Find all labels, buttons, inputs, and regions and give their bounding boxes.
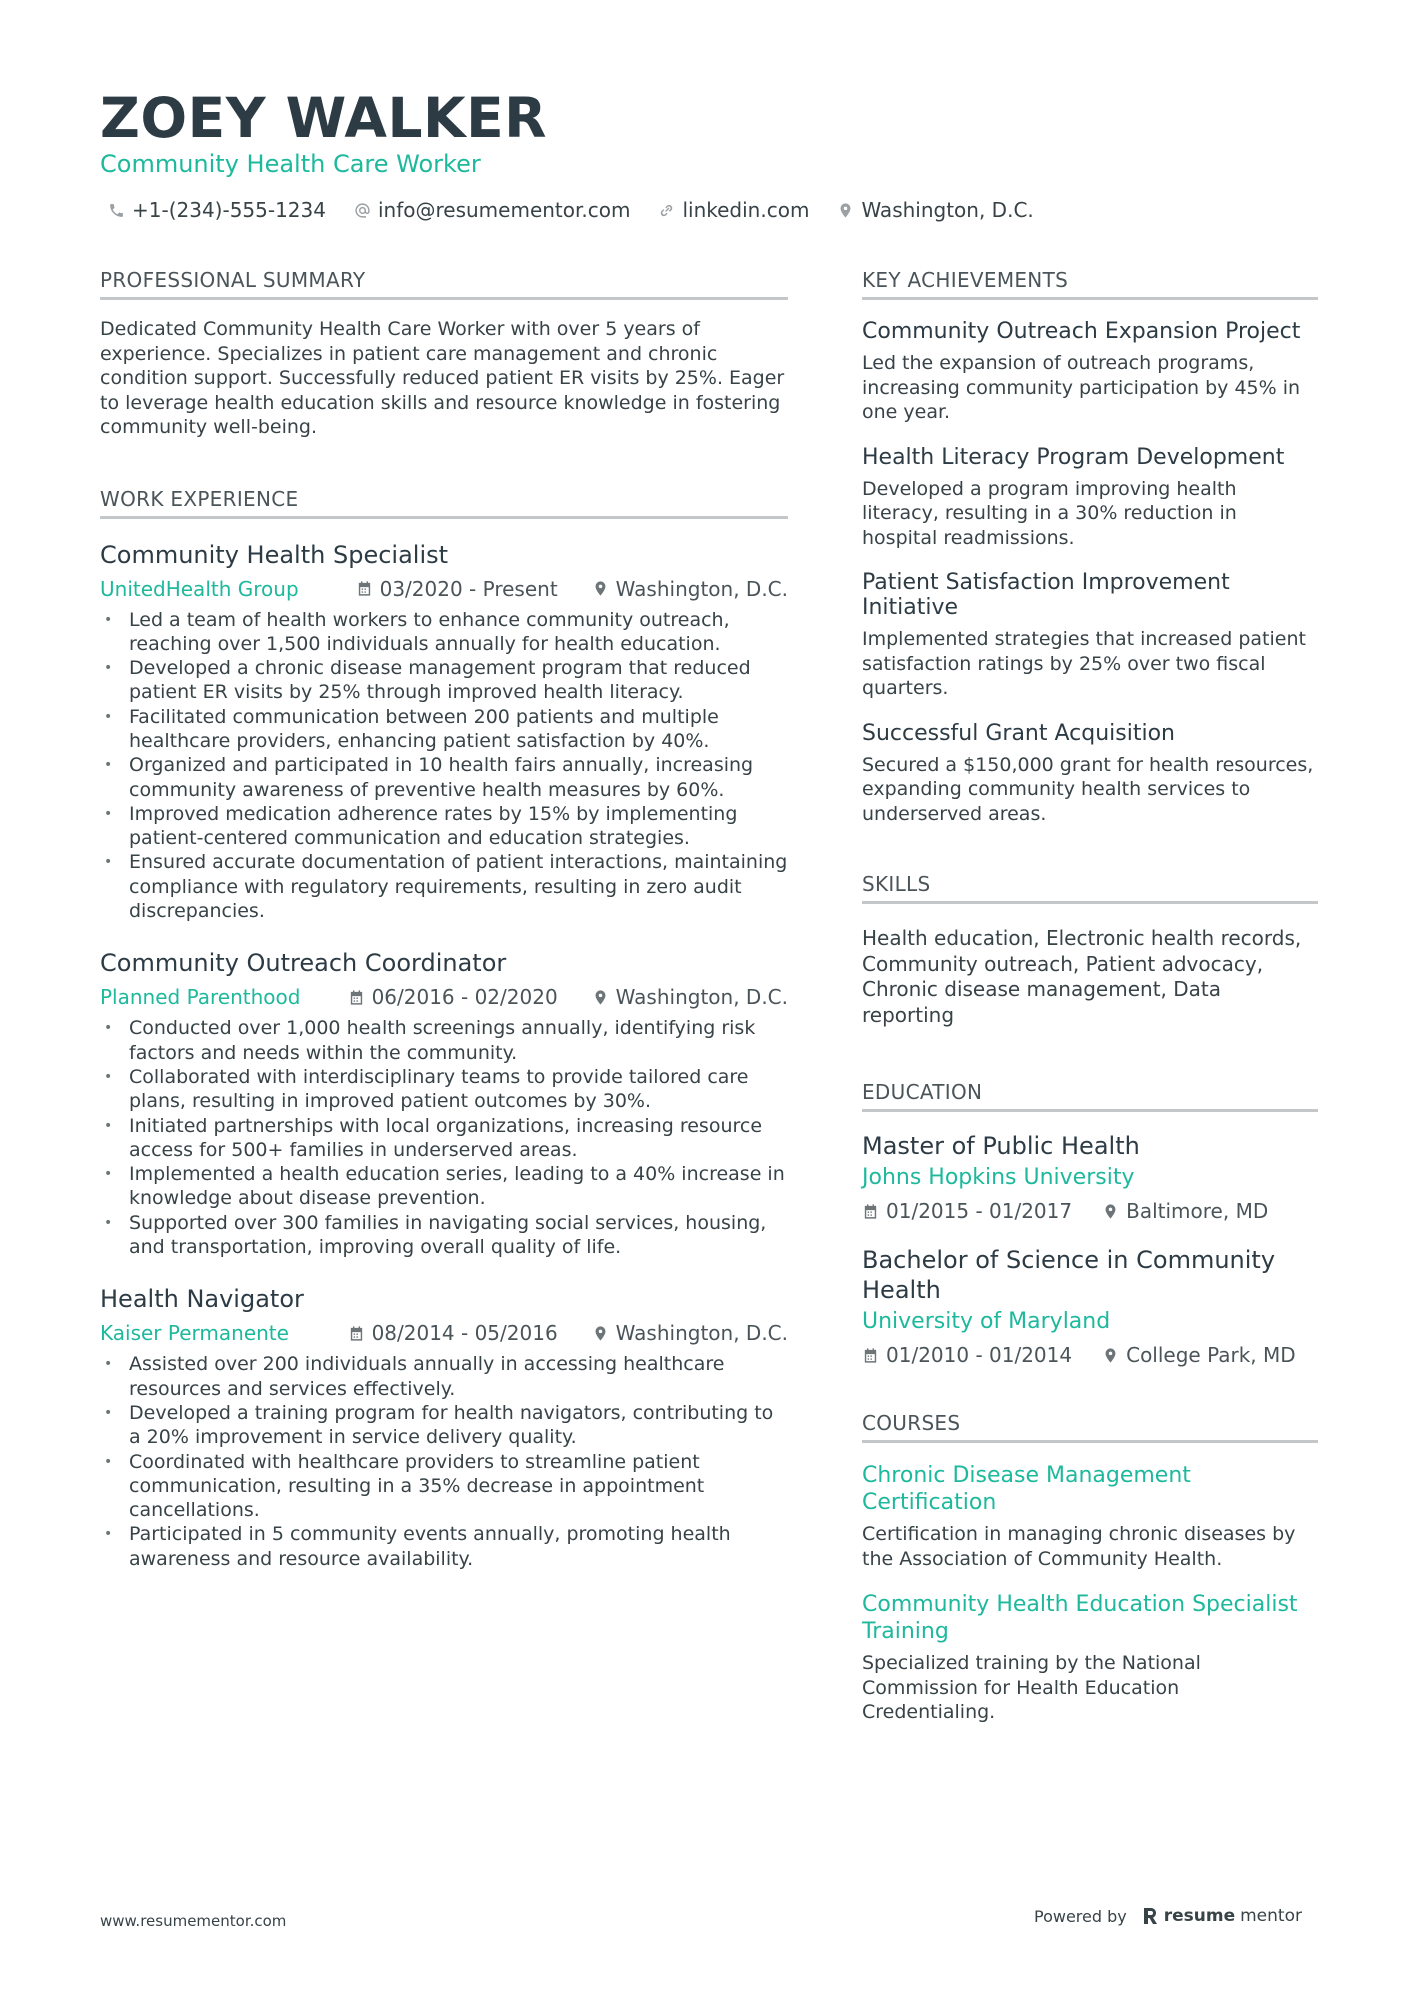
education-school: University of Maryland xyxy=(862,1309,1111,1334)
education-dates xyxy=(862,1199,1072,1223)
bullet-item: • Implemented a health education series, leading to a 40% increase in knowledge about disease prevention. xyxy=(100,1162,788,1211)
company-name: Kaiser Permanente xyxy=(100,1321,289,1346)
location-text: Washington, D.C. xyxy=(861,198,1034,222)
education-degree: Bachelor of Science in Community Health xyxy=(862,1246,1276,1304)
job-dates-text: 06/2016 - 02/2020 xyxy=(371,985,558,1010)
job-title: Health Navigator xyxy=(100,1285,304,1314)
bullet-item: • Participated in 5 community events annually, promoting health awareness and resource availability. xyxy=(100,1522,788,1571)
job-bullets xyxy=(100,608,788,924)
job-bullets xyxy=(100,1016,788,1259)
location-pin-icon xyxy=(592,989,609,1006)
bullet-item: • Assisted over 200 individuals annually in accessing healthcare resources and services effectively. xyxy=(100,1352,788,1401)
job-location-text: Washington, D.C. xyxy=(615,1321,788,1346)
job-bullets xyxy=(100,1352,788,1571)
course-desc: Specialized training by the National Commission for Health Education Credentialing. xyxy=(862,1652,1201,1723)
job-dates-text: 03/2020 - Present xyxy=(379,576,558,601)
bullet-item: • Coordinated with healthcare providers to streamline patient communication, resulting in a 35% decrease in appointment cancellations. xyxy=(100,1450,788,1523)
job-entry xyxy=(100,949,788,1259)
achievement-item xyxy=(862,721,1318,827)
job-entry xyxy=(100,541,788,924)
job-location xyxy=(592,985,788,1009)
contact-phone xyxy=(108,198,326,222)
courses-heading: COURSES xyxy=(862,1411,1318,1443)
summary-heading: PROFESSIONAL SUMMARY xyxy=(100,268,788,300)
location-pin-icon xyxy=(1102,1203,1119,1220)
contact-email[interactable] xyxy=(354,198,630,222)
education-location-text: College Park, MD xyxy=(1126,1343,1296,1367)
education-item xyxy=(862,1245,1318,1367)
achievements-heading: KEY ACHIEVEMENTS xyxy=(862,268,1318,300)
bullet-item: • Led a team of health workers to enhance community outreach, reaching over 1,500 individuals annually for health education. xyxy=(100,608,788,657)
contact-location xyxy=(837,198,1033,222)
calendar-icon xyxy=(348,1325,365,1342)
right-column xyxy=(862,268,1318,1725)
job-location-text: Washington, D.C. xyxy=(615,985,788,1010)
location-pin-icon xyxy=(837,202,854,219)
brand-name-bold: resume xyxy=(1163,1906,1236,1926)
calendar-icon xyxy=(348,989,365,1006)
achievement-desc: Developed a program improving health literacy, resulting in a 30% reduction in hospital readmissions. xyxy=(862,477,1237,549)
job-meta xyxy=(100,577,788,601)
summary-text: Dedicated Community Health Care Worker with over 5 years of experience. Specializes in patient care management and chronic condition support. Successfully reduced patient ER visits by 25%. Eager to leverage health education skills and resource knowledge in fostering community well-being. xyxy=(100,318,785,438)
course-item xyxy=(862,1462,1318,1571)
job-title: Community Outreach Coordinator xyxy=(100,949,507,978)
phone-icon xyxy=(108,202,125,219)
bullet-item: • Ensured accurate documentation of patient interactions, maintaining compliance with regulatory requirements, resulting in zero audit discrepancies. xyxy=(100,850,788,923)
achievement-desc: Secured a $150,000 grant for health resources, expanding community health services to underserved areas. xyxy=(862,753,1314,825)
achievement-item xyxy=(862,319,1318,425)
phone-text: +1-(234)-555-1234 xyxy=(132,198,326,222)
experience-heading: WORK EXPERIENCE xyxy=(100,487,788,519)
bullet-item: • Collaborated with interdisciplinary teams to provide tailored care plans, resulting in improved patient outcomes by 30%. xyxy=(100,1065,788,1114)
education-item xyxy=(862,1131,1318,1223)
education-location xyxy=(1102,1199,1268,1223)
job-location xyxy=(592,577,788,601)
powered-by-label: Powered by xyxy=(1034,1906,1127,1926)
bullet-item: • Improved medication adherence rates by 15% by implementing patient-centered communication and education strategies. xyxy=(100,802,788,851)
job-dates xyxy=(356,577,558,601)
skills-heading: SKILLS xyxy=(862,872,1318,904)
job-dates xyxy=(348,985,558,1009)
location-pin-icon xyxy=(592,580,609,597)
job-dates xyxy=(348,1321,558,1345)
education-dates xyxy=(862,1343,1072,1367)
footer-website[interactable]: www.resumementor.com xyxy=(100,1912,287,1930)
linkedin-text: linkedin.com xyxy=(682,198,810,222)
achievement-title: Health Literacy Program Development xyxy=(862,444,1285,470)
job-title: Community Health Specialist xyxy=(100,540,449,569)
contact-bar xyxy=(108,198,1034,222)
achievement-title: Community Outreach Expansion Project xyxy=(862,319,1301,344)
job-meta xyxy=(100,985,788,1009)
education-location-text: Baltimore, MD xyxy=(1126,1199,1269,1223)
education-school: Johns Hopkins University xyxy=(862,1165,1135,1190)
bullet-item: • Facilitated communication between 200 patients and multiple healthcare providers, enhancing patient satisfaction by 40%. xyxy=(100,705,788,754)
course-title: Community Health Education Specialist Training xyxy=(862,1592,1298,1644)
calendar-icon xyxy=(862,1203,879,1220)
company-name: Planned Parenthood xyxy=(100,985,301,1010)
achievement-desc: Implemented strategies that increased patient satisfaction ratings by 25% over two fiscal quarters. xyxy=(862,628,1306,699)
job-entry xyxy=(100,1285,788,1571)
candidate-role: Community Health Care Worker xyxy=(100,150,481,178)
education-degree: Master of Public Health xyxy=(862,1132,1140,1160)
location-pin-icon xyxy=(592,1325,609,1342)
achievement-desc: Led the expansion of outreach programs, increasing community participation by 45% in one year. xyxy=(862,352,1301,423)
job-location-text: Washington, D.C. xyxy=(615,576,788,601)
at-icon xyxy=(354,202,371,219)
resumementor-logo-icon xyxy=(1141,1906,1159,1926)
left-column xyxy=(100,268,788,1571)
email-text: info@resumementor.com xyxy=(377,198,631,222)
bullet-item: • Conducted over 1,000 health screenings annually, identifying risk factors and needs within the community. xyxy=(100,1016,788,1065)
contact-linkedin[interactable] xyxy=(658,198,809,222)
education-meta xyxy=(862,1199,1318,1223)
bullet-item: • Organized and participated in 10 health fairs annually, increasing community awareness of preventive health measures by 60%. xyxy=(100,753,788,802)
education-meta xyxy=(862,1343,1318,1367)
candidate-name: ZOEY WALKER xyxy=(100,86,548,150)
course-item xyxy=(862,1591,1318,1725)
brand-logo[interactable] xyxy=(1141,1906,1302,1926)
education-location xyxy=(1102,1343,1296,1367)
bullet-item: • Developed a chronic disease management program that reduced patient ER visits by 25% through improved health literacy. xyxy=(100,656,788,705)
brand-name-light: mentor xyxy=(1240,1906,1302,1926)
calendar-icon xyxy=(862,1347,879,1364)
achievement-title: Patient Satisfaction Improvement Initiative xyxy=(862,570,1230,620)
company-name: UnitedHealth Group xyxy=(100,576,299,601)
achievement-item xyxy=(862,570,1318,701)
course-title: Chronic Disease Management Certification xyxy=(862,1463,1191,1515)
link-icon xyxy=(658,202,675,219)
achievement-item xyxy=(862,445,1318,551)
footer-powered-by xyxy=(1034,1906,1302,1926)
course-desc: Certification in managing chronic diseases by the Association of Community Health. xyxy=(862,1523,1296,1570)
bullet-item: • Supported over 300 families in navigating social services, housing, and transportation, improving overall quality of life. xyxy=(100,1211,788,1260)
job-dates-text: 08/2014 - 05/2016 xyxy=(371,1321,558,1346)
education-dates-text: 01/2015 - 01/2017 xyxy=(886,1199,1073,1223)
bullet-item: • Initiated partnerships with local organizations, increasing resource access for 500+ families in underserved areas. xyxy=(100,1114,788,1163)
education-dates-text: 01/2010 - 01/2014 xyxy=(886,1343,1073,1367)
skills-text: Health education, Electronic health records, Community outreach, Patient advocacy, Chronic disease management, Data reporting xyxy=(862,926,1302,1027)
job-location xyxy=(592,1321,788,1345)
job-meta xyxy=(100,1321,788,1345)
calendar-icon xyxy=(356,580,373,597)
education-heading: EDUCATION xyxy=(862,1080,1318,1112)
location-pin-icon xyxy=(1102,1347,1119,1364)
achievement-title: Successful Grant Acquisition xyxy=(862,720,1175,746)
bullet-item: • Developed a training program for health navigators, contributing to a 20% improvement in service delivery quality. xyxy=(100,1401,788,1450)
